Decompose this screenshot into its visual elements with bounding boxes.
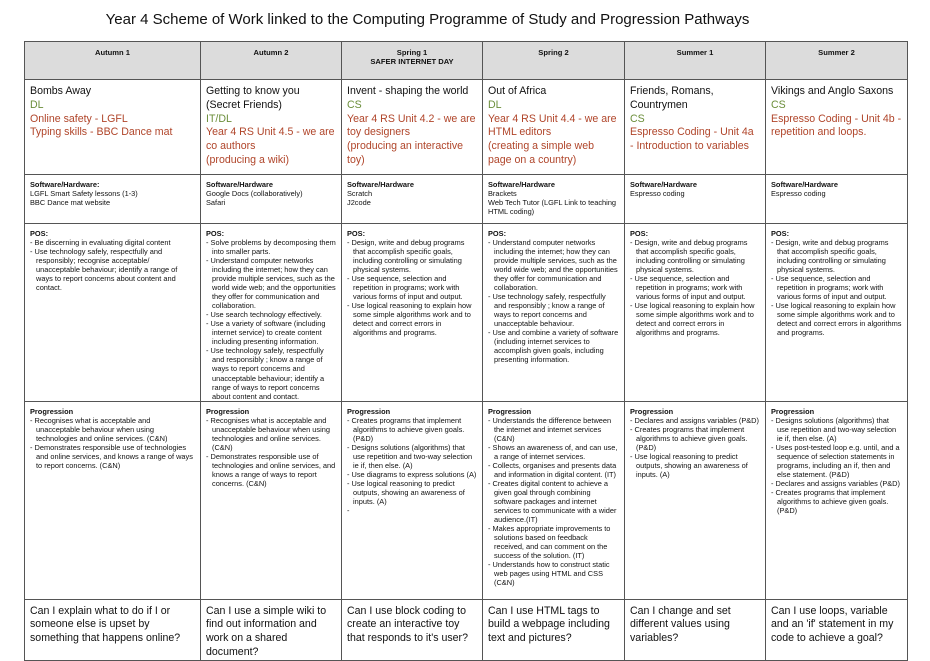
software-heading: Software/Hardware [630, 180, 697, 189]
pos-item-list [30, 238, 195, 292]
progression-cell [201, 401, 342, 599]
progression-item: - Shows an awareness of, and can use, a range of internet services. [488, 443, 619, 461]
progression-cell [25, 401, 201, 599]
progression-item-list [30, 416, 195, 470]
topic-unit: Year 4 RS Unit 4.4 - we are HTML editors [488, 112, 617, 139]
topic-title: Vikings and Anglo Saxons [771, 85, 894, 97]
progression-item: - Declares and assigns variables (P&D) [630, 416, 760, 425]
software-row [25, 175, 908, 224]
term-header-row [25, 42, 908, 80]
topic-unit: (producing a wiki) [206, 153, 290, 166]
pos-item: - Use sequence, selection and repetition in programs; work with various forms of input and output. [630, 274, 760, 301]
progression-item: - Use diagrams to express solutions (A) [347, 470, 477, 479]
progression-item: - Use logical reasoning to predict outputs, showing an awareness of inputs. (A) [347, 479, 477, 506]
software-item: Espresso coding [630, 189, 685, 199]
topic-strand: CS [771, 98, 786, 111]
page-title: Year 4 Scheme of Work linked to the Computing Programme of Study and Progression Pathways [105, 11, 750, 28]
scheme-of-work-table [24, 41, 908, 661]
progression-heading: Progression [347, 406, 391, 416]
progression-item-list [771, 416, 902, 515]
term-header: Summer 2 [766, 42, 908, 80]
topic-title: Getting to know you (Secret Friends) [206, 85, 300, 111]
progression-heading: Progression [630, 406, 674, 416]
software-item: Espresso coding [771, 189, 826, 199]
progression-item: - Demonstrates responsible use of technologies and online services, and knows a range of ways to report concerns. (C&N) [206, 452, 336, 488]
pos-heading: POS: [206, 229, 225, 238]
pos-cell [766, 224, 908, 402]
progression-item: - Creates programs that implement algorithms to achieve given goals. (P&D) [771, 488, 902, 515]
progression-heading: Progression [206, 406, 250, 416]
progression-heading: Progression [771, 406, 815, 416]
pos-item: - Solve problems by decomposing them into smaller parts. [206, 238, 336, 256]
software-item: Brackets [488, 189, 517, 199]
question-cell: Can I use a simple wiki to find out information and work on a shared document? [201, 599, 342, 660]
pos-item: - Use a variety of software (including internet service) to create content including presenting information. [206, 319, 336, 346]
topic-unit: (producing an interactive toy) [347, 140, 464, 166]
pos-item: - Use logical reasoning to explain how some simple algorithms work and to detect and correct errors in algorithms and programs. [630, 301, 760, 337]
question-cell: Can I change and set different values using variables? [625, 599, 766, 660]
progression-item: - Creates programs that implement algorithms to achieve given goals. (P&D) [630, 425, 760, 452]
software-heading: Software/Hardware [347, 180, 414, 189]
pos-cell [25, 224, 201, 402]
progression-item: - Recognises what is acceptable and unacceptable behaviour when using technologies and online services. (C&N) [206, 416, 336, 452]
software-item: J2code [347, 198, 371, 208]
topic-unit: Year 4 RS Unit 4.5 - we are co authors [206, 126, 335, 153]
topic-strand: CS [630, 112, 645, 125]
progression-item: - Collects, organises and presents data and information in digital content. (IT) [488, 461, 619, 479]
progression-item: - Recognises what is acceptable and unacceptable behaviour when using technologies and online services. (C&N) [30, 416, 195, 443]
progression-heading: Progression [488, 406, 532, 416]
software-item: LGFL Smart Safety lessons (1-3) [30, 189, 138, 199]
topic-unit: Online safety - LGFL [30, 112, 128, 125]
software-item: BBC Dance mat website [30, 198, 111, 208]
pos-item-list [347, 238, 477, 337]
topic-strand: CS [347, 98, 362, 111]
topic-strand: IT/DL [206, 112, 232, 125]
pos-item: - Design, write and debug programs that accomplish specific goals, including controlling or simulating physical systems. [771, 238, 902, 274]
software-heading: Software/Hardware [488, 180, 555, 189]
pos-item: - Use technology safely, respectfully and responsibly; recognise acceptable/ unacceptable behaviour; identify a range of ways to report concerns about content and contact. [30, 247, 195, 292]
topic-unit: Year 4 RS Unit 4.2 - we are toy designers [347, 112, 476, 139]
pos-item: - Design, write and debug programs that accomplish specific goals, including controlling or simulating physical systems. [347, 238, 477, 274]
pos-item: - Be discerning in evaluating digital content [30, 238, 195, 247]
pos-item-list [771, 238, 902, 337]
topic-row [25, 80, 908, 175]
topic-cell [25, 80, 201, 175]
pos-item: - Use logical reasoning to explain how some simple algorithms work and to detect and correct errors in algorithms and programs. [771, 301, 902, 337]
topic-cell [625, 80, 766, 175]
progression-cell [342, 401, 483, 599]
pos-item: - Use and combine a variety of software (including internet services to accomplish given goals, including presenting information. [488, 328, 619, 364]
topic-title: Invent - shaping the world [347, 85, 469, 97]
software-heading: Software/Hardware: [30, 180, 100, 189]
progression-item: - Creates digital content to achieve a given goal through combining software packages and internet services to communicate with a wider audience.(IT) [488, 479, 619, 524]
software-heading: Software/Hardware [206, 180, 273, 189]
pos-item: - Use search technology effectively. [206, 310, 336, 319]
pos-item: - Design, write and debug programs that accomplish specific goals, including controlling or simulating physical systems. [630, 238, 760, 274]
pos-item: - Understand computer networks including the internet; how they can provide multiple services, such as the world wide web; and the opportunities they offer for communication and collaboration. [488, 238, 619, 292]
progression-row [25, 401, 908, 599]
topic-cell [342, 80, 483, 175]
pos-heading: POS: [771, 229, 790, 238]
software-item: Web Tech Tutor (LGFL Link to teaching HTML coding) [488, 198, 617, 217]
pos-heading: POS: [488, 229, 507, 238]
question-row [25, 599, 908, 660]
topic-unit: Espresso Coding - Unit 4a - Introduction to variables [630, 126, 754, 153]
topic-title: Bombs Away [30, 85, 92, 97]
progression-item: - Designs solutions (algorithms) that use repetition and two-way selection ie if, then else. (A) [347, 443, 477, 470]
progression-cell [766, 401, 908, 599]
progression-item: - Creates programs that implement algorithms to achieve given goals. (P&D) [347, 416, 477, 443]
software-cell [25, 175, 201, 224]
pos-cell [625, 224, 766, 402]
question-cell: Can I use loops, variable and an 'if' statement in my code to achieve a goal? [766, 599, 908, 660]
topic-cell [483, 80, 625, 175]
topic-title: Out of Africa [488, 85, 547, 97]
topic-cell [201, 80, 342, 175]
progression-item: - Understands the difference between the internet and internet services (C&N) [488, 416, 619, 443]
topic-strand: DL [488, 98, 502, 111]
progression-cell [483, 401, 625, 599]
topic-title: Friends, Romans, Countrymen [630, 85, 714, 111]
question-cell: Can I use HTML tags to build a webpage including text and pictures? [483, 599, 625, 660]
pos-item: - Use logical reasoning to explain how some simple algorithms work and to detect and correct errors in algorithms and programs. [347, 301, 477, 337]
pos-item: - Understand computer networks including the internet; how they can provide multiple services, such as the world wide web; and the opportunities they offer for communication and collaboration. [206, 256, 336, 310]
pos-item-list [206, 238, 336, 401]
pos-heading: POS: [630, 229, 649, 238]
progression-item: - Demonstrates responsible use of technologies and online services, and knows a range of ways to report concerns. (C&N) [30, 443, 195, 470]
progression-item: - Declares and assigns variables (P&D) [771, 479, 902, 488]
pos-row [25, 224, 908, 402]
topic-strand: DL [30, 98, 44, 111]
software-heading: Software/Hardware [771, 180, 838, 189]
software-cell [625, 175, 766, 224]
software-cell [483, 175, 625, 224]
term-header: Spring 1 SAFER INTERNET DAY [342, 42, 483, 80]
progression-item: - Understands how to construct static web pages using HTML and CSS (C&N) [488, 560, 619, 587]
topic-unit: (creating a simple web page on a country) [488, 140, 594, 166]
topic-unit: Espresso Coding - Unit 4b - repetition and loops. [771, 112, 902, 139]
term-header: Spring 2 [483, 42, 625, 80]
progression-item: - Makes appropriate improvements to solutions based on feedback received, and can comment on the success of the solution. (IT) [488, 524, 619, 560]
pos-heading: POS: [30, 229, 49, 238]
pos-cell [342, 224, 483, 402]
question-cell: Can I explain what to do if I or someone else is upset by something that happens online? [25, 599, 201, 660]
progression-cell [625, 401, 766, 599]
pos-item-list [630, 238, 760, 337]
pos-item: - Use technology safely, respectfully and responsibly ; know a range of ways to report concerns and unacceptable behaviour. [488, 292, 619, 328]
software-cell [342, 175, 483, 224]
pos-item-list [488, 238, 619, 364]
pos-item: - Use sequence, selection and repetition in programs; work with various forms of input and output. [771, 274, 902, 301]
progression-item: - Uses post-tested loop e.g. until, and a sequence of selection statements in programs, including an if, then and else statement. (P&D) [771, 443, 902, 479]
pos-item: - Use technology safely, respectfully and responsibly ; know a range of ways to report concerns and unacceptable behaviour; identify a range of ways to report concerns about content and contact. [206, 346, 336, 400]
progression-item-list [488, 416, 619, 588]
progression-item-list [206, 416, 336, 488]
software-item: Safari [206, 198, 226, 208]
progression-item: - Use logical reasoning to predict outputs, showing an awareness of inputs. (A) [630, 452, 760, 479]
progression-item-list [630, 416, 760, 479]
term-header: Summer 1 [625, 42, 766, 80]
pos-item: - Use sequence, selection and repetition in programs; work with various forms of input and output. [347, 274, 477, 301]
progression-item-list [347, 416, 477, 515]
term-header: Autumn 1 [25, 42, 201, 80]
software-cell [201, 175, 342, 224]
progression-item [347, 506, 477, 515]
term-header: Autumn 2 [201, 42, 342, 80]
topic-unit: Typing skills - BBC Dance mat [30, 126, 173, 139]
software-item: Scratch [347, 189, 373, 199]
software-cell [766, 175, 908, 224]
progression-heading: Progression [30, 406, 74, 416]
topic-cell [766, 80, 908, 175]
pos-cell [483, 224, 625, 402]
progression-item: - Designs solutions (algorithms) that use repetition and two-way selection ie if, then else. (A) [771, 416, 902, 443]
question-cell: Can I use block coding to create an interactive toy that responds to it's user? [342, 599, 483, 660]
pos-heading: POS: [347, 229, 366, 238]
pos-cell [201, 224, 342, 402]
software-item: Google Docs (collaboratively) [206, 189, 303, 199]
